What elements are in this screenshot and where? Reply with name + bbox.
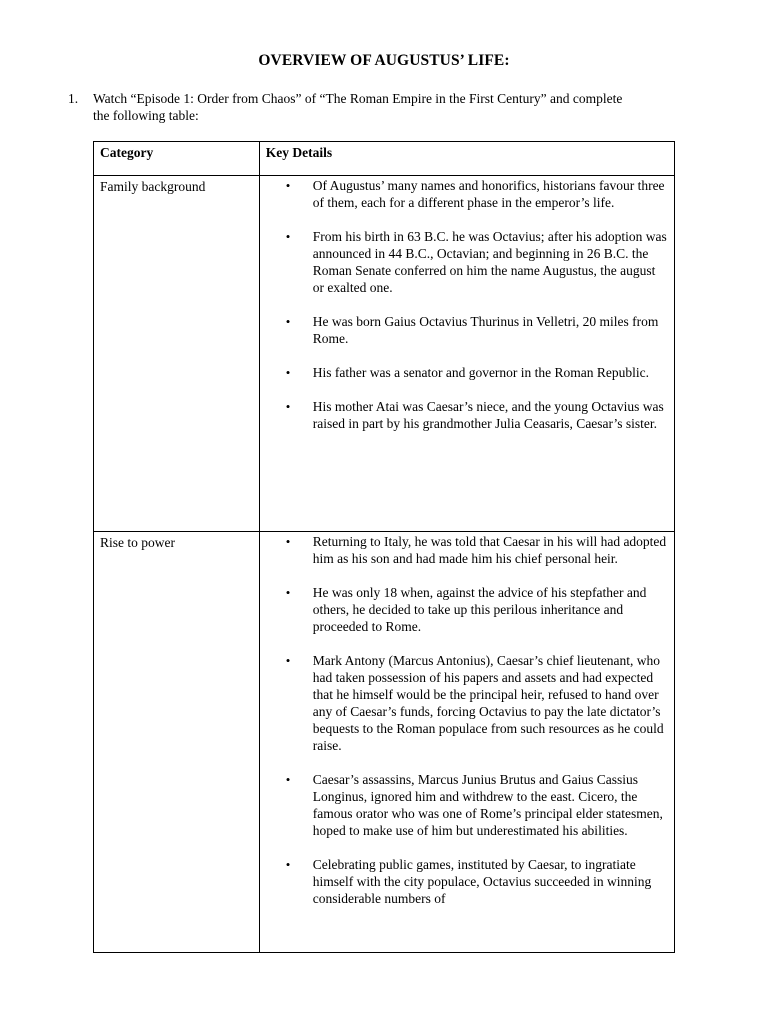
question-text-line-1: Watch “Episode 1: Order from Chaos” of “The Roman Empire in the First Century” and complete (93, 91, 623, 106)
details-list (260, 176, 674, 432)
table-header-row (94, 142, 675, 176)
category-label: Family background (100, 179, 206, 194)
key-details-table (93, 141, 675, 953)
category-label: Rise to power (100, 535, 175, 550)
details-list (260, 532, 674, 907)
details-cell (259, 532, 674, 953)
detail-item: • Mark Antony (Marcus Antonius), Caesar’s chief lieutenant, who had taken possession of his papers and assets and had expected that he himself would be the principal heir, refused to hand over any of Caesar’s funds, forcing Octavius to pay the late dictator’s bequests to the Roman populace from such resources as he could raise. (260, 652, 668, 754)
details-cell (259, 176, 674, 532)
question-text-line-2: the following table: (93, 108, 199, 123)
category-cell (94, 176, 260, 532)
detail-item: • He was only 18 when, against the advice of his stepfather and others, he decided to take up this perilous inheritance and proceeded to Rome. (260, 584, 668, 635)
detail-item: • Celebrating public games, instituted by Caesar, to ingratiate himself with the city populace, Octavius succeeded in winning considerable numbers of (260, 856, 668, 907)
detail-item: • His mother Atai was Caesar’s niece, and the young Octavius was raised in part by his grandmother Julia Ceasaris, Caesar’s sister. (260, 398, 668, 432)
detail-item: • His father was a senator and governor in the Roman Republic. (260, 364, 668, 381)
detail-item: • Returning to Italy, he was told that Caesar in his will had adopted him as his son and had made him his chief personal heir. (260, 533, 668, 567)
table-row-rise-to-power (94, 532, 675, 953)
detail-item: • From his birth in 63 B.C. he was Octavius; after his adoption was announced in 44 B.C., Octavian; and beginning in 26 B.C. the Roman Senate conferred on him the name Augustus, the august or exalted one. (260, 228, 668, 296)
category-cell (94, 532, 260, 953)
detail-item: • He was born Gaius Octavius Thurinus in Velletri, 20 miles from Rome. (260, 313, 668, 347)
page-title: OVERVIEW OF AUGUSTUS’ LIFE: (258, 52, 510, 69)
question-number: 1. (68, 91, 79, 106)
detail-item: • Of Augustus’ many names and honorifics, historians favour three of them, each for a different phase in the emperor’s life. (260, 177, 668, 211)
header-category: Category (94, 142, 260, 176)
table-row-family-background (94, 176, 675, 532)
header-key-details: Key Details (259, 142, 674, 176)
detail-item: • Caesar’s assassins, Marcus Junius Brutus and Gaius Cassius Longinus, ignored him and withdrew to the east. Cicero, the famous orator who was one of Rome’s principal elder statesmen, hoped to make use of him but underestimated his abilities. (260, 771, 668, 839)
